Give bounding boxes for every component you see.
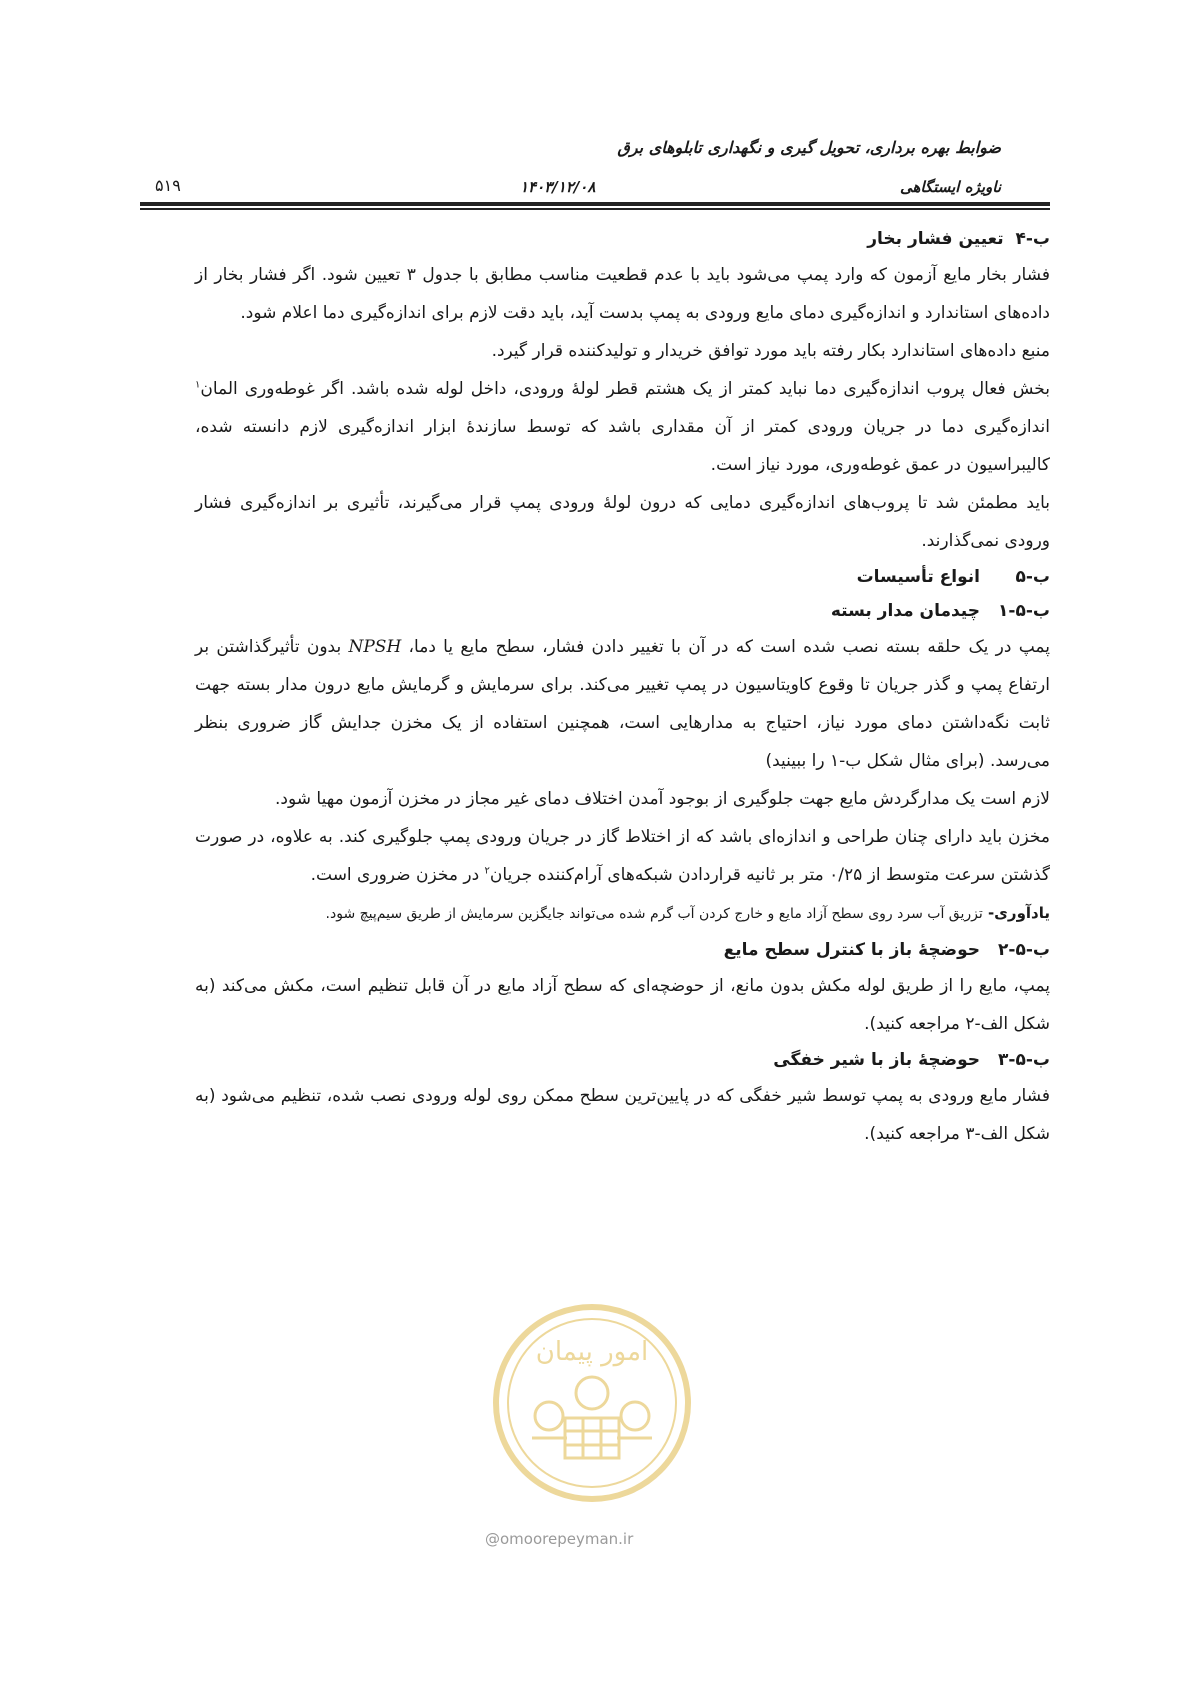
footnote-marker: ۲ — [484, 865, 490, 877]
section-title: حوضچهٔ باز با شیر خفگی — [773, 1050, 980, 1070]
paragraph-text: بخش فعال پروب اندازه‌گیری دما نباید کمتر از یک هشتم قطر لولهٔ ورودی، داخل لوله شده باشد. اگر غوطه‌وری المان — [200, 379, 1050, 399]
paragraph-text: مخزن باید دارای چنان طراحی و اندازه‌ای باشد که از اختلاط گاز در جریان ورودی پمپ جلوگیری کند. به علاوه، در صورت گذشتن سرعت متوسط از ۰/۲۵ متر بر ثانیه قراردادن شبکه‌های آرام‌کننده جریان — [195, 827, 1050, 885]
npsh-term: NPSH — [348, 637, 402, 657]
section-number: ب-۵ — [1015, 567, 1050, 587]
paragraph-text: پمپ در یک حلقه بسته نصب شده است که در آن با تغییر دادن فشار، سطح مایع یا دما، — [401, 637, 1050, 657]
section-number: ب-۵-۱ — [998, 601, 1050, 621]
document-subtitle: ناویژه ایستگاهی — [899, 178, 1001, 196]
section-heading-b5-1 — [195, 594, 1050, 628]
paragraph-text: در مخزن ضروری است. — [310, 865, 485, 885]
section-number: ب-۵-۳ — [998, 1050, 1050, 1070]
header-rule-thick — [140, 202, 1050, 206]
document-title: ضوابط بهره برداری، تحویل گیری و نگهداری تابلوهای برق — [617, 138, 1001, 157]
paragraph — [195, 370, 1050, 484]
paragraph — [195, 628, 1050, 780]
section-title: چیدمان مدار بسته — [830, 601, 980, 621]
paragraph-text: بدون تأثیرگذاشتن بر ارتفاع پمپ و گذر جریان تا وقوع کاویتاسیون در پمپ تغییر می‌کند. برای سرمایش و گرمایش مایع درون مدار بسته جهت ثابت نگه‌داشتن دمای مورد نیاز، احتیاج به مدارهایی است، همچنین استفاده از یک مخزن جدایش گاز ضروری بنظر می‌رسد. (برای مثال شکل ب-۱ را ببینید) — [195, 637, 1050, 771]
paragraph: لازم است یک مدارگردش مایع جهت جلوگیری از بوجود آمدن اختلاف دمای غیر مجاز در مخزن آزمون مهیا شود. — [275, 789, 1050, 809]
note — [195, 894, 1050, 933]
section-title: انواع تأسیسات — [856, 567, 980, 587]
paragraph: باید مطمئن شد تا پروب‌های اندازه‌گیری دمایی که درون لولهٔ ورودی پمپ قرار می‌گیرند، تأثیری بر اندازه‌گیری فشار ورودی نمی‌گذارند. — [195, 493, 1050, 551]
document-date: ۱۴۰۳/۱۲/۰۸ — [520, 178, 596, 196]
footnote-marker: ۱ — [195, 379, 201, 391]
section-heading-b5-2 — [195, 933, 1050, 967]
paragraph: فشار مایع ورودی به پمپ توسط شیر خفگی که در پایین‌ترین سطح ممکن روی لوله ورودی نصب شده، تنظیم می‌شود (به شکل الف-۳ مراجعه کنید). — [195, 1086, 1050, 1144]
paragraph-text: اندازه‌گیری دما در جریان ورودی کمتر از آن مقداری باشد که توسط سازندهٔ ابزار اندازه‌گیری لازم دانسته شده، کالیبراسیون در عمق غوطه‌وری، مورد نیاز است. — [195, 417, 1050, 475]
paragraph — [195, 818, 1050, 894]
paragraph: فشار بخار مایع آزمون که وارد پمپ می‌شود باید با عدم قطعیت مناسب مطابق با جدول ۳ تعیین شود. اگر فشار بخار از داده‌های استاندارد و اندازه‌گیری دمای مایع ورودی به پمپ بدست آید، باید دقت لازم برای اندازه‌گیری دما اعلام شود. — [195, 265, 1050, 323]
header-rule-thin — [140, 208, 1050, 210]
page-number: ۵۱۹ — [155, 176, 181, 195]
document-body — [195, 222, 1050, 1153]
watermark-site: @omoorepeyman.ir — [485, 1530, 634, 1548]
section-number: ب-۴ — [1015, 229, 1050, 249]
watermark-logo-icon — [487, 1298, 697, 1508]
note-label: یادآوری- — [982, 904, 1050, 922]
section-heading-b4 — [195, 222, 1050, 256]
paragraph: منبع داده‌های استاندارد بکار رفته باید مورد توافق خریدار و تولیدکننده قرار گیرد. — [491, 341, 1050, 361]
section-heading-b5-3 — [195, 1043, 1050, 1077]
section-heading-b5 — [195, 560, 1050, 594]
section-title: حوضچهٔ باز با کنترل سطح مایع — [723, 940, 980, 960]
section-title: تعیین فشار بخار — [867, 229, 1004, 249]
note-text: تزریق آب سرد روی سطح آزاد مایع و خارج کردن آب گرم شده می‌تواند جایگزین سرمایش از طریق سیم‌پیچ شود. — [325, 906, 983, 922]
section-number: ب-۵-۲ — [998, 940, 1050, 960]
watermark-logo-text: امور پیمان — [535, 1337, 649, 1367]
paragraph: پمپ، مایع را از طریق لوله مکش بدون مانع، از حوضچه‌ای که سطح آزاد مایع در آن قابل تنظیم است، مکش می‌کند (به شکل الف-۲ مراجعه کنید). — [195, 976, 1050, 1034]
